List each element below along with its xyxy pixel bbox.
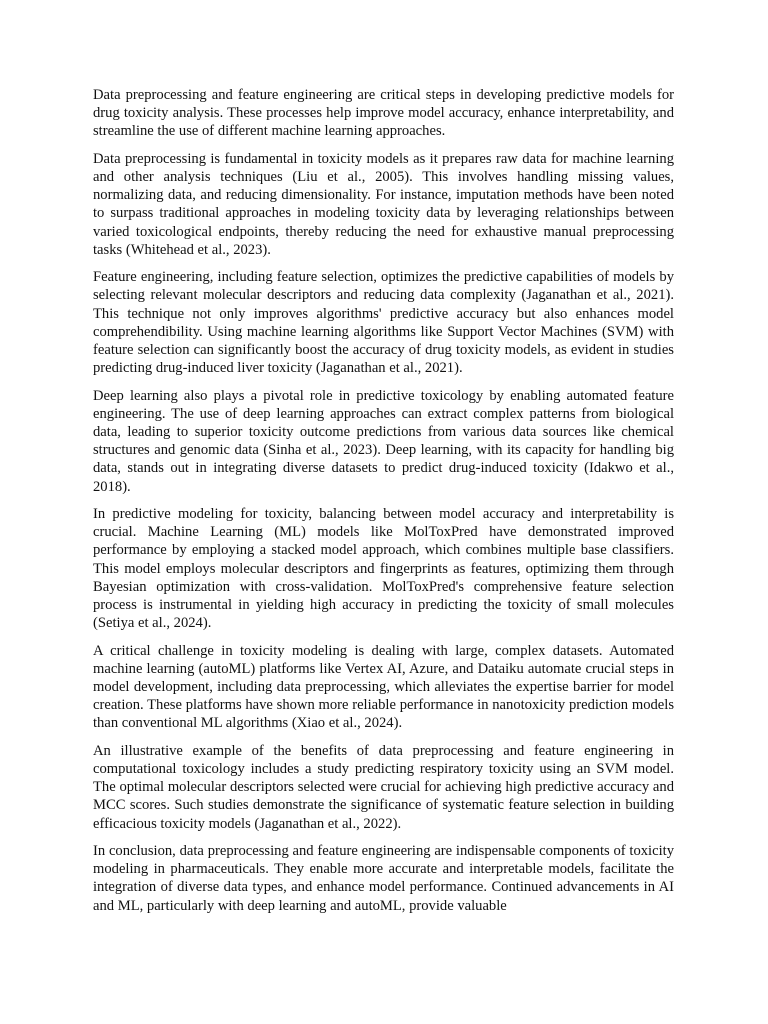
- paragraph-predictive-modeling: In predictive modeling for toxicity, balancing between model accuracy and interpretability is crucial. Machine Learning (ML) models like MolToxPred have demonstrated improved performance by employing a stacked model approach, which combines multiple base classifiers. This model employs molecular descriptors and fingerprints as features, optimizing them through Bayesian optimization with cross-validation. MolToxPred's comprehensive feature selection process is instrumental in yielding high accuracy in predicting the toxicity of small molecules (Setiya et al., 2024).: [93, 506, 674, 632]
- paragraph-automl: A critical challenge in toxicity modeling is dealing with large, complex datasets. Automated machine learning (autoML) platforms like Vertex AI, Azure, and Dataiku automate crucial steps in model development, including data preprocessing, which alleviates the expertise barrier for model creation. These platforms have shown more reliable performance in nanotoxicity prediction models than conventional ML algorithms (Xiao et al., 2024).: [93, 642, 674, 732]
- paragraph-conclusion: In conclusion, data preprocessing and feature engineering are indispensable components of toxicity modeling in pharmaceuticals. They enable more accurate and interpretable models, facilitate the integration of diverse data types, and enhance model performance. Continued advancements in AI and ML, particularly with deep learning and autoML, provide valuable: [93, 843, 674, 914]
- paragraph-intro: Data preprocessing and feature engineering are critical steps in developing predictive models for drug toxicity analysis. These processes help improve model accuracy, enhance interpretability, and streamline the use of different machine learning approaches.: [93, 87, 674, 140]
- paragraph-data-preprocessing: Data preprocessing is fundamental in toxicity models as it prepares raw data for machine learning and other analysis techniques (Liu et al., 2005). This involves handling missing values, normalizing data, and reducing dimensionality. For instance, imputation methods have been noted to surpass traditional approaches in modeling toxicity data by leveraging relationships between varied toxicological endpoints, thereby reducing the need for exhaustive manual preprocessing tasks (Whitehead et al., 2023).: [93, 150, 674, 258]
- paragraph-example: An illustrative example of the benefits of data preprocessing and feature engineering in computational toxicology includes a study predicting respiratory toxicity using an SVM model. The optimal molecular descriptors selected were crucial for achieving high predictive accuracy and MCC scores. Such studies demonstrate the significance of systematic feature selection in building efficacious toxicity models (Jaganathan et al., 2022).: [93, 742, 674, 832]
- paragraph-feature-engineering: Feature engineering, including feature selection, optimizes the predictive capabilities of models by selecting relevant molecular descriptors and reducing data complexity (Jaganathan et al., 2021). This technique not only improves algorithms' predictive accuracy but also enhances model comprehendibility. Using machine learning algorithms like Support Vector Machines (SVM) with feature selection can significantly boost the accuracy of drug toxicity models, as evident in studies predicting drug-induced liver toxicity (Jaganathan et al., 2021).: [93, 269, 674, 377]
- paragraph-deep-learning: Deep learning also plays a pivotal role in predictive toxicology by enabling automated feature engineering. The use of deep learning approaches can extract complex patterns from biological data, leading to superior toxicity outcome predictions from various data sources like chemical structures and genomic data (Sinha et al., 2023). Deep learning, with its capacity for handling big data, stands out in integrating diverse datasets to predict drug-induced toxicity (Idakwo et al., 2018).: [93, 387, 674, 495]
- document-page: [93, 86, 674, 924]
